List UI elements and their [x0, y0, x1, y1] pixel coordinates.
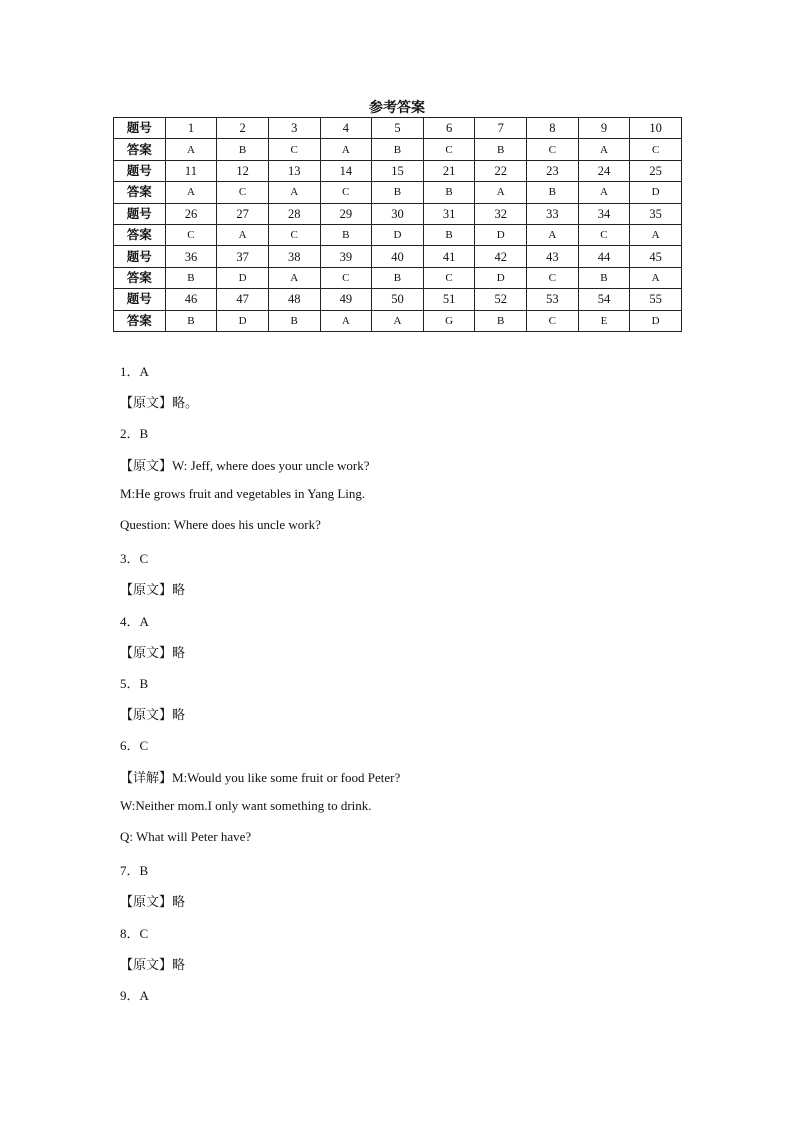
section-tag: 【原文】: [120, 396, 173, 412]
question-number-cell: 30: [372, 203, 424, 224]
section-tag: 【原文】: [120, 645, 173, 661]
question-number-cell: 12: [217, 160, 269, 181]
answer-cell: B: [217, 139, 269, 160]
answer-cell: D: [630, 182, 682, 203]
answer-row: [114, 182, 682, 203]
question-number-cell: 1: [165, 118, 217, 139]
question-number-cell: 38: [268, 246, 320, 267]
answer-cell: B: [372, 267, 424, 288]
answer-line: [120, 361, 149, 380]
section-tag: 【原文】: [120, 458, 173, 474]
explanation-line: [120, 392, 198, 411]
question-number-cell: 23: [527, 160, 579, 181]
question-number-cell: 9: [578, 118, 630, 139]
answer-cell: B: [268, 310, 320, 331]
question-number-row: [114, 160, 682, 181]
answer-cell: A: [578, 139, 630, 160]
answer-cell: D: [372, 224, 424, 245]
answer-line: [120, 611, 149, 630]
answer-label-cell: 答案: [114, 310, 166, 331]
question-number-cell: 49: [320, 289, 372, 310]
explanation-line: [120, 891, 185, 910]
question-number-cell: 35: [630, 203, 682, 224]
question-number-cell: 52: [475, 289, 527, 310]
explanation-line: [120, 954, 185, 973]
section-tag: 【原文】: [120, 895, 173, 911]
question-number-cell: 41: [423, 246, 475, 267]
line-text: 略: [172, 708, 186, 724]
answer-cell: C: [268, 139, 320, 160]
answer-line: [120, 798, 372, 814]
question-number-cell: 29: [320, 203, 372, 224]
answer-line: [120, 735, 148, 754]
question-number-cell: 26: [165, 203, 217, 224]
question-number-cell: 27: [217, 203, 269, 224]
answer-cell: A: [268, 182, 320, 203]
explanation-line: [120, 579, 185, 598]
answer-cell: B: [165, 310, 217, 331]
answer-label-cell: 答案: [114, 224, 166, 245]
question-number-cell: 48: [268, 289, 320, 310]
answer-cell: A: [475, 182, 527, 203]
answer-label-cell: 答案: [114, 182, 166, 203]
answer-row: [114, 224, 682, 245]
answer-cell: D: [475, 224, 527, 245]
answer-cell: A: [320, 310, 372, 331]
line-text: 1．A: [120, 364, 149, 379]
question-number-row: [114, 246, 682, 267]
answer-cell: A: [217, 224, 269, 245]
answer-line: [120, 517, 321, 533]
line-text: 略: [172, 895, 186, 911]
question-number-cell: 39: [320, 246, 372, 267]
question-number-cell: 8: [527, 118, 579, 139]
answer-label-cell: 答案: [114, 139, 166, 160]
line-text: 7．B: [120, 863, 149, 879]
question-number-cell: 46: [165, 289, 217, 310]
line-text: 5．B: [120, 676, 149, 691]
explanation-line: [120, 704, 185, 723]
question-number-cell: 28: [268, 203, 320, 224]
line-text: 2．B: [120, 426, 149, 442]
answer-cell: A: [527, 224, 579, 245]
answer-cell: A: [630, 224, 682, 245]
answer-cell: C: [527, 139, 579, 160]
question-number-cell: 14: [320, 160, 372, 181]
line-text: Question: Where does his uncle work?: [120, 517, 321, 532]
question-number-cell: 40: [372, 246, 424, 267]
answer-cell: C: [423, 267, 475, 288]
question-number-cell: 10: [630, 118, 682, 139]
question-number-cell: 37: [217, 246, 269, 267]
question-label-cell: 题号: [114, 246, 166, 267]
answer-cell: B: [475, 310, 527, 331]
answer-cell: C: [527, 267, 579, 288]
line-text: 9．A: [120, 988, 149, 1003]
explanation-line: [120, 767, 400, 786]
question-number-cell: 45: [630, 246, 682, 267]
line-text: 6．C: [120, 738, 149, 754]
line-text: M:He grows fruit and vegetables in Yang Ling.: [120, 485, 366, 501]
question-number-cell: 55: [630, 289, 682, 310]
question-number-cell: 51: [423, 289, 475, 310]
question-number-cell: 4: [320, 118, 372, 139]
question-number-row: [114, 289, 682, 310]
section-tag: 【原文】: [120, 583, 173, 599]
explanation-line: [120, 642, 185, 661]
answer-line: [120, 486, 365, 502]
question-number-cell: 13: [268, 160, 320, 181]
question-number-cell: 22: [475, 160, 527, 181]
line-text: 略: [172, 583, 186, 599]
line-text: 略: [172, 645, 186, 661]
answer-cell: B: [320, 224, 372, 245]
answer-cell: E: [578, 310, 630, 331]
question-number-cell: 7: [475, 118, 527, 139]
answer-line: [120, 923, 148, 942]
question-number-cell: 53: [527, 289, 579, 310]
line-text: 8．C: [120, 925, 149, 941]
answer-cell: A: [165, 182, 217, 203]
answer-cell: B: [372, 139, 424, 160]
answer-row: [114, 139, 682, 160]
section-tag: 【原文】: [120, 708, 173, 724]
answer-cell: D: [630, 310, 682, 331]
line-text: W: Jeff, where does your uncle work?: [172, 457, 370, 473]
answer-cell: A: [578, 182, 630, 203]
question-number-cell: 36: [165, 246, 217, 267]
answer-cell: C: [320, 267, 372, 288]
question-number-cell: 5: [372, 118, 424, 139]
answer-cell: B: [372, 182, 424, 203]
answer-cell: D: [475, 267, 527, 288]
question-number-cell: 24: [578, 160, 630, 181]
question-number-cell: 15: [372, 160, 424, 181]
answer-cell: C: [527, 310, 579, 331]
question-number-cell: 43: [527, 246, 579, 267]
answer-line: [120, 985, 149, 1004]
question-number-cell: 11: [165, 160, 217, 181]
question-number-cell: 2: [217, 118, 269, 139]
answer-cell: C: [578, 224, 630, 245]
question-number-cell: 32: [475, 203, 527, 224]
answer-line: [120, 860, 148, 879]
answer-cell: B: [578, 267, 630, 288]
answer-row: [114, 267, 682, 288]
line-text: 4．A: [120, 613, 149, 629]
question-number-cell: 25: [630, 160, 682, 181]
answer-cell: B: [527, 182, 579, 203]
answer-cell: A: [320, 139, 372, 160]
answer-cell: B: [423, 224, 475, 245]
answer-cell: G: [423, 310, 475, 331]
answer-cell: C: [320, 182, 372, 203]
answer-cell: B: [475, 139, 527, 160]
answer-cell: A: [165, 139, 217, 160]
section-tag: 【详解】: [120, 770, 173, 786]
answer-cell: C: [165, 224, 217, 245]
question-number-cell: 3: [268, 118, 320, 139]
answer-cell: A: [268, 267, 320, 288]
answer-cell: D: [217, 267, 269, 288]
line-text: W:Neither mom.I only want something to drink.: [120, 797, 372, 813]
answer-cell: C: [217, 182, 269, 203]
line-text: 3．C: [120, 551, 149, 567]
line-text: 略。: [172, 396, 199, 412]
answer-cell: C: [630, 139, 682, 160]
question-number-cell: 47: [217, 289, 269, 310]
question-label-cell: 题号: [114, 160, 166, 181]
question-number-cell: 42: [475, 246, 527, 267]
question-number-cell: 54: [578, 289, 630, 310]
question-number-cell: 50: [372, 289, 424, 310]
question-number-row: [114, 203, 682, 224]
question-label-cell: 题号: [114, 118, 166, 139]
page-title: 参考答案: [369, 100, 425, 116]
question-number-cell: 34: [578, 203, 630, 224]
question-number-row: [114, 118, 682, 139]
answer-label-cell: 答案: [114, 267, 166, 288]
answer-cell: C: [268, 224, 320, 245]
answer-cell: B: [165, 267, 217, 288]
question-label-cell: 题号: [114, 203, 166, 224]
line-text: 略: [172, 957, 186, 973]
answer-cell: C: [423, 139, 475, 160]
answer-cell: D: [217, 310, 269, 331]
question-number-cell: 21: [423, 160, 475, 181]
answer-cell: B: [423, 182, 475, 203]
answer-cell: A: [372, 310, 424, 331]
answer-line: [120, 829, 251, 845]
section-tag: 【原文】: [120, 957, 173, 973]
question-number-cell: 31: [423, 203, 475, 224]
answer-line: [120, 548, 148, 567]
explanation-line: [120, 455, 369, 474]
question-number-cell: 44: [578, 246, 630, 267]
answer-table: [113, 117, 682, 332]
answer-line: [120, 423, 148, 442]
answer-cell: A: [630, 267, 682, 288]
answer-row: [114, 310, 682, 331]
line-text: Q: What will Peter have?: [120, 829, 252, 844]
line-text: M:Would you like some fruit or food Peter?: [172, 769, 401, 785]
question-number-cell: 6: [423, 118, 475, 139]
answer-line: [120, 673, 148, 692]
question-number-cell: 33: [527, 203, 579, 224]
question-label-cell: 题号: [114, 289, 166, 310]
